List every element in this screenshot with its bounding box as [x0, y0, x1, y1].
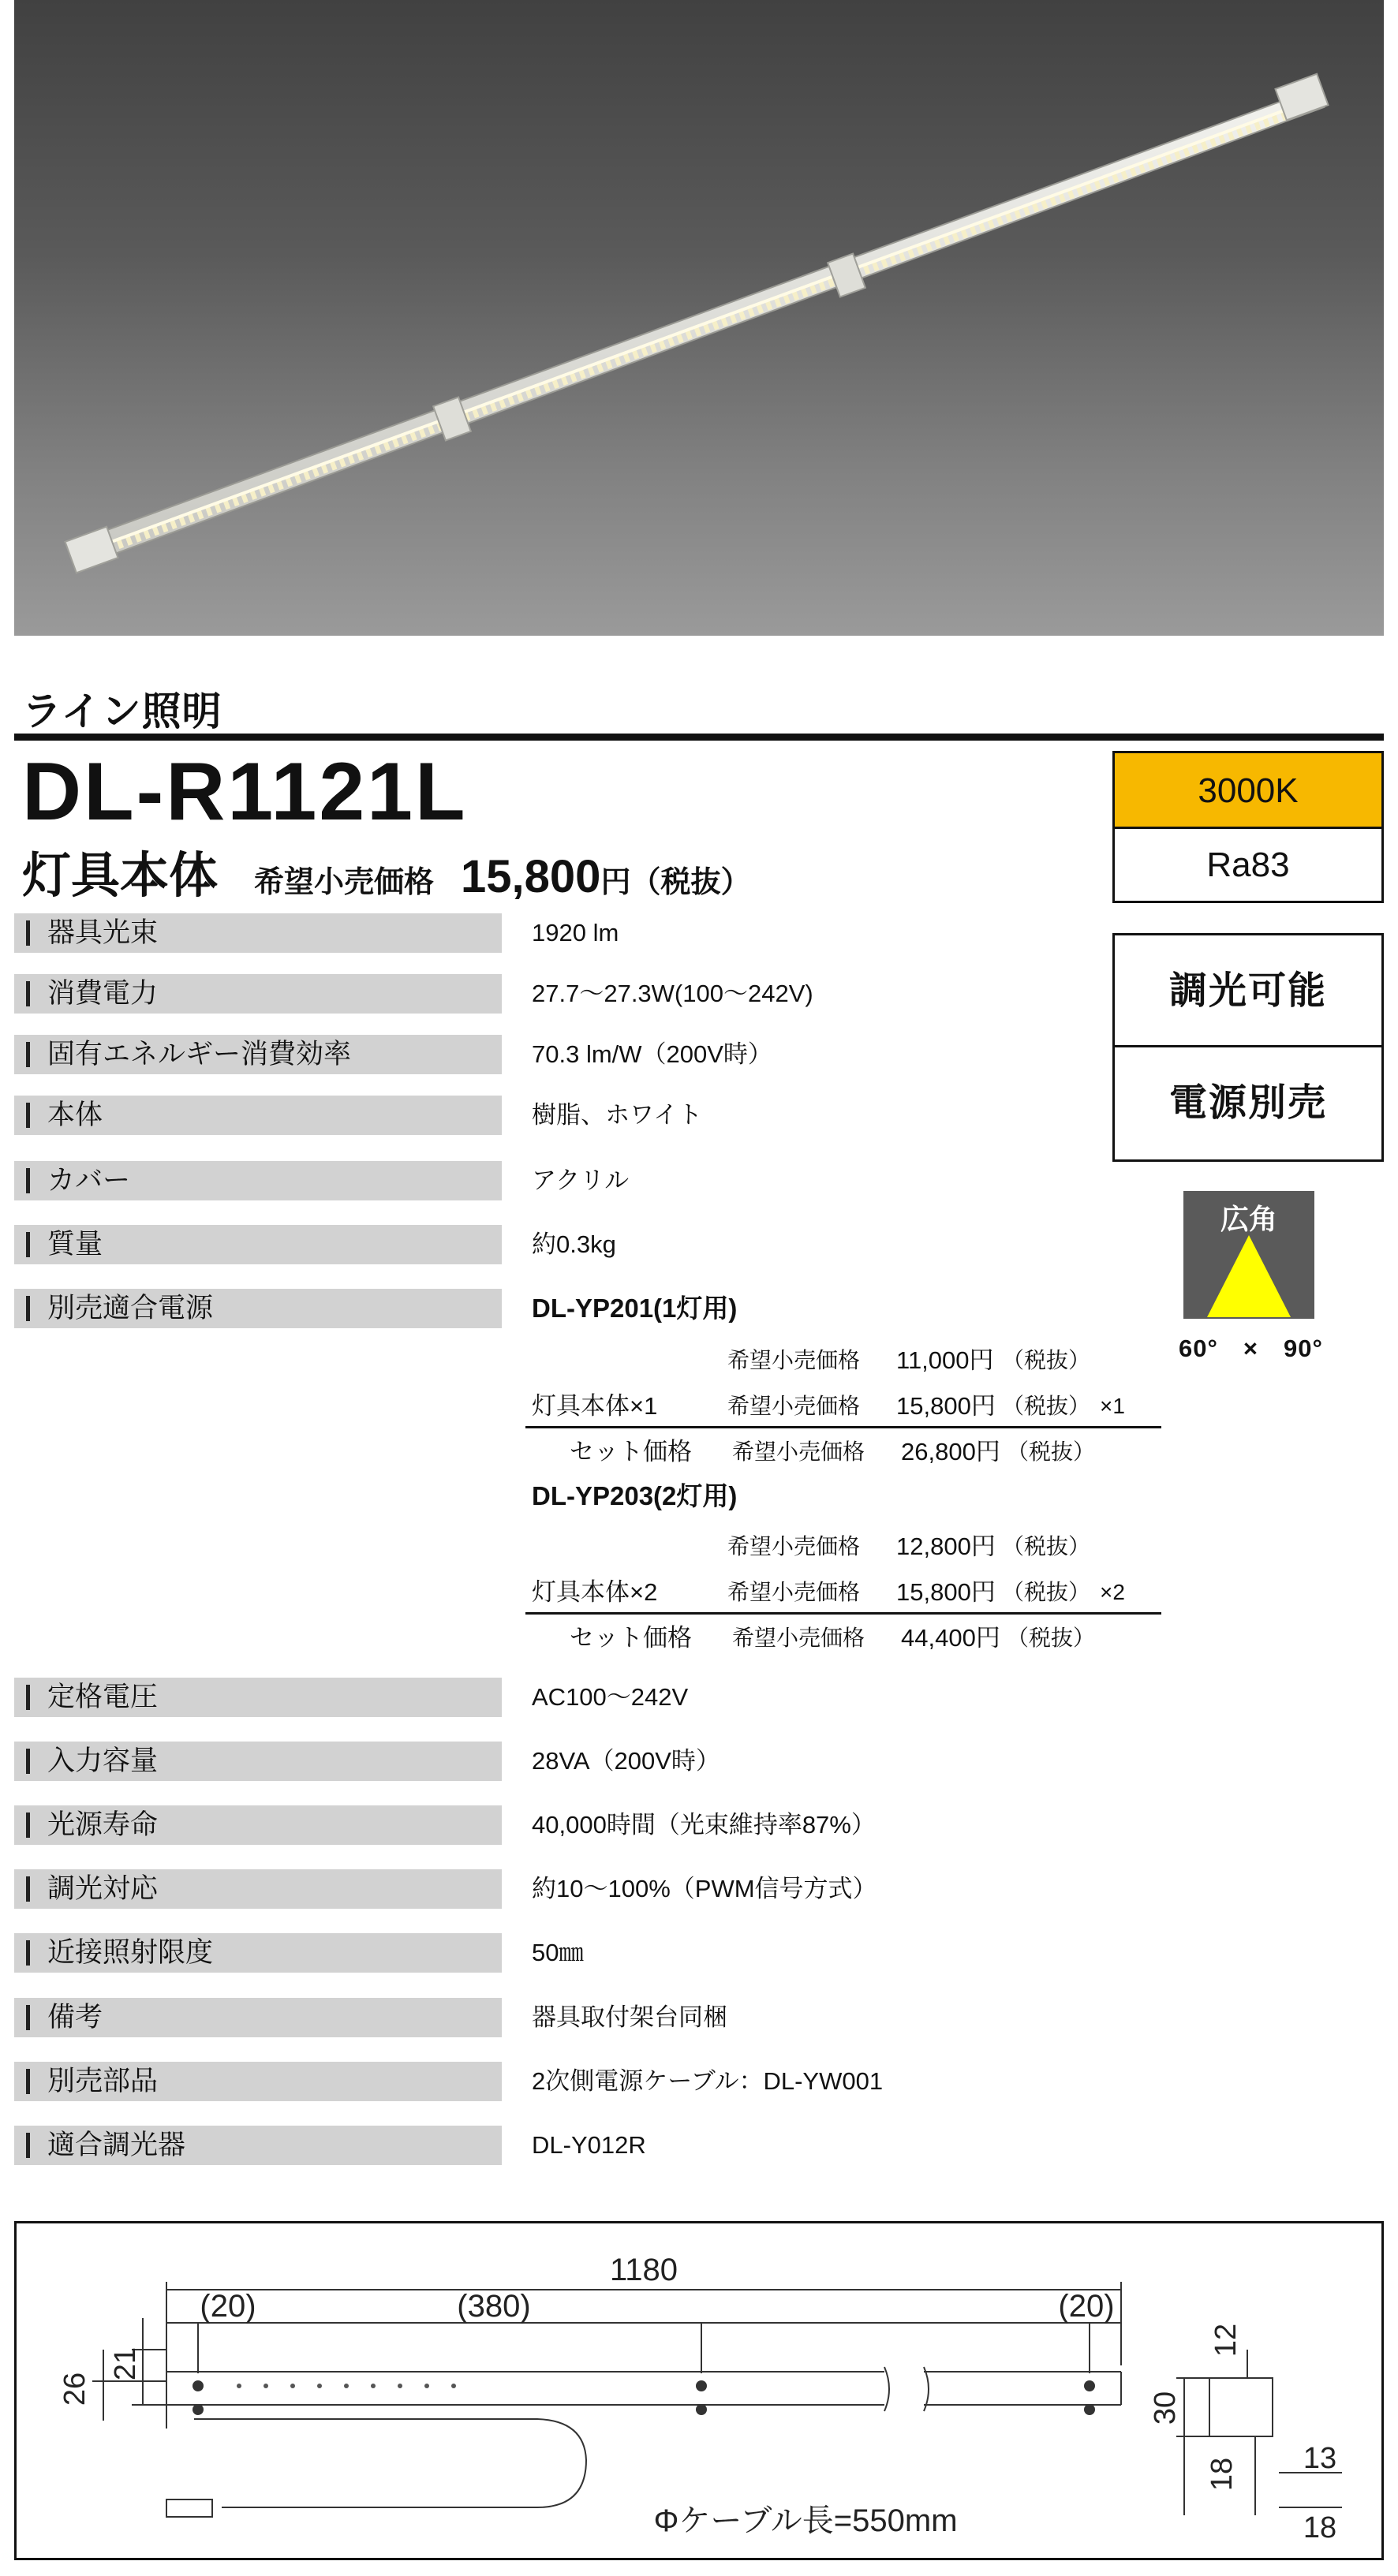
spec-row: [14, 1805, 1158, 1845]
spec-label: 本体: [14, 1096, 502, 1135]
pitch-label: (380): [457, 2289, 531, 2324]
set-price-label: セット価格: [570, 1624, 692, 1652]
price-label: 希望小売価格: [727, 1348, 861, 1372]
spec-value: 2次側電源ケーブル：DL-YW001: [532, 2067, 884, 2095]
height-21-label: 21: [109, 2346, 142, 2381]
set-price-label: セット価格: [570, 1438, 692, 1465]
cable-length-label: Φケーブル長=550mm: [653, 2503, 958, 2538]
spec-label: 消費電力: [14, 974, 502, 1014]
light-fixture-illustration: [14, 0, 1384, 636]
set-price: 44,400円: [901, 1624, 1000, 1652]
color-rendering-value: Ra83: [1206, 846, 1290, 884]
tax-note: （税抜）: [1007, 1439, 1096, 1464]
spec-label: 別売部品: [14, 2062, 502, 2101]
spec-label: 固有エネルギー消費効率: [14, 1035, 502, 1074]
price-label: 希望小売価格: [727, 1580, 861, 1604]
spec-label: 適合調光器: [14, 2126, 502, 2165]
side-13-label: 13: [1303, 2442, 1337, 2475]
spec-row: [14, 1933, 1158, 1973]
spec-row: [14, 1225, 1158, 1264]
spec-value: 28VA（200V時）: [532, 1747, 720, 1775]
spec-label: 質量: [14, 1225, 502, 1264]
spec-value: AC100～242V: [532, 1683, 689, 1711]
left-end-label: (20): [200, 2289, 256, 2324]
spec-row: [14, 1161, 1158, 1200]
right-end-label: (20): [1058, 2289, 1115, 2324]
tax-note: （税抜）: [1002, 1348, 1091, 1372]
body-count-label: 灯具本体×1: [532, 1392, 658, 1420]
spec-row: [14, 1678, 1158, 1717]
dimension-svg: [17, 2223, 1381, 2558]
spec-value: 1920 lm: [532, 919, 619, 946]
beam-angles: 60° × 90°: [1179, 1335, 1323, 1362]
product-photo: [14, 0, 1384, 636]
unit-price: 11,000円: [896, 1346, 994, 1374]
tax-note: （税抜）: [1002, 1580, 1091, 1604]
spec-value: 樹脂、ホワイト: [532, 1101, 703, 1129]
spec-value: アクリル: [532, 1167, 630, 1194]
set-price: 26,800円: [901, 1438, 1000, 1465]
category-title: ライン照明: [22, 689, 222, 734]
price-label: 希望小売価格: [732, 1626, 865, 1650]
side-12-label: 12: [1209, 2323, 1243, 2358]
tax-note: （税抜）: [1007, 1626, 1096, 1650]
spec-row: [14, 913, 1158, 953]
spec-label: 調光対応: [14, 1869, 502, 1909]
tax-note: （税抜）: [1002, 1394, 1091, 1418]
spec-value: 40,000時間（光束維持率87%）: [532, 1811, 876, 1839]
spec-label: 備考: [14, 1998, 502, 2037]
spec-value: 27.7～27.3W(100～242V): [532, 980, 813, 1007]
spec-row: [14, 1869, 1158, 1909]
beam-label: 広角: [1220, 1203, 1277, 1235]
dimmable-badge: 調光可能: [1115, 935, 1381, 1047]
model-number: DL-R1121L: [22, 746, 468, 838]
body-price: 15,800円: [896, 1392, 996, 1420]
power-sold-separately-badge: 電源別売: [1168, 1082, 1327, 1124]
body-quantity: ×1: [1100, 1394, 1125, 1418]
spec-row: [14, 1035, 1158, 1074]
spec-label: 入力容量: [14, 1742, 502, 1781]
tax-note: （税抜）: [1002, 1534, 1091, 1559]
heading-rule: [14, 734, 1384, 741]
side-30-label: 30: [1149, 2391, 1182, 2425]
unit-price: 12,800円: [896, 1533, 996, 1560]
spec-row: [14, 1742, 1158, 1781]
spec-row: [14, 1998, 1158, 2037]
spec-value: 器具取付架台同梱: [532, 2003, 727, 2031]
spec-value: 約0.3kg: [532, 1230, 616, 1258]
dimension-drawing: [14, 2221, 1384, 2560]
spec-value: 70.3 lm/W（200V時）: [532, 1040, 772, 1068]
color-temperature-badge: [1112, 751, 1384, 903]
spec-value: 50㎜: [532, 1939, 584, 1966]
spec-value: 約10～100%（PWM信号方式）: [532, 1875, 877, 1902]
total-length-label: 1180: [609, 2253, 678, 2287]
beam-angle-badge: [1183, 1191, 1314, 1319]
spec-value: DL-Y012R: [532, 2131, 646, 2159]
price-label: 希望小売価格: [254, 866, 435, 899]
spec-label: 近接照射限度: [14, 1933, 502, 1973]
spec-label: 定格電圧: [14, 1678, 502, 1717]
color-temp-value: 3000K: [1115, 753, 1381, 829]
body-count-label: 灯具本体×2: [532, 1578, 658, 1606]
spec-row: [14, 1096, 1158, 1135]
side-18-label: 18: [1205, 2457, 1239, 2492]
spec-row: [14, 2126, 1158, 2165]
price-tax-note: （税抜）: [630, 866, 751, 899]
spec-label: 別売適合電源: [14, 1289, 502, 1328]
spec-row: [14, 2062, 1158, 2101]
price-label: 希望小売価格: [727, 1394, 861, 1418]
spec-label: カバー: [14, 1161, 502, 1200]
set-divider: [525, 1612, 1161, 1615]
height-26-label: 26: [58, 2372, 92, 2406]
power-supply-name: DL-YP203(2灯用): [532, 1481, 738, 1510]
price-line: [22, 836, 750, 906]
spec-label: 光源寿命: [14, 1805, 502, 1845]
product-type: 灯具本体: [22, 849, 219, 903]
price-label: 希望小売価格: [727, 1534, 861, 1559]
price-currency: 円: [600, 866, 631, 899]
body-price: 15,800円: [896, 1578, 996, 1606]
body-quantity: ×2: [1100, 1580, 1125, 1604]
spec-row: [14, 974, 1158, 1014]
price-value: 15,800: [461, 851, 601, 902]
side-18b-label: 18: [1303, 2511, 1337, 2544]
power-supply-name: DL-YP201(1灯用): [532, 1294, 738, 1323]
set-divider: [525, 1426, 1161, 1428]
spec-label: 器具光束: [14, 913, 502, 953]
price-label: 希望小売価格: [732, 1439, 865, 1464]
